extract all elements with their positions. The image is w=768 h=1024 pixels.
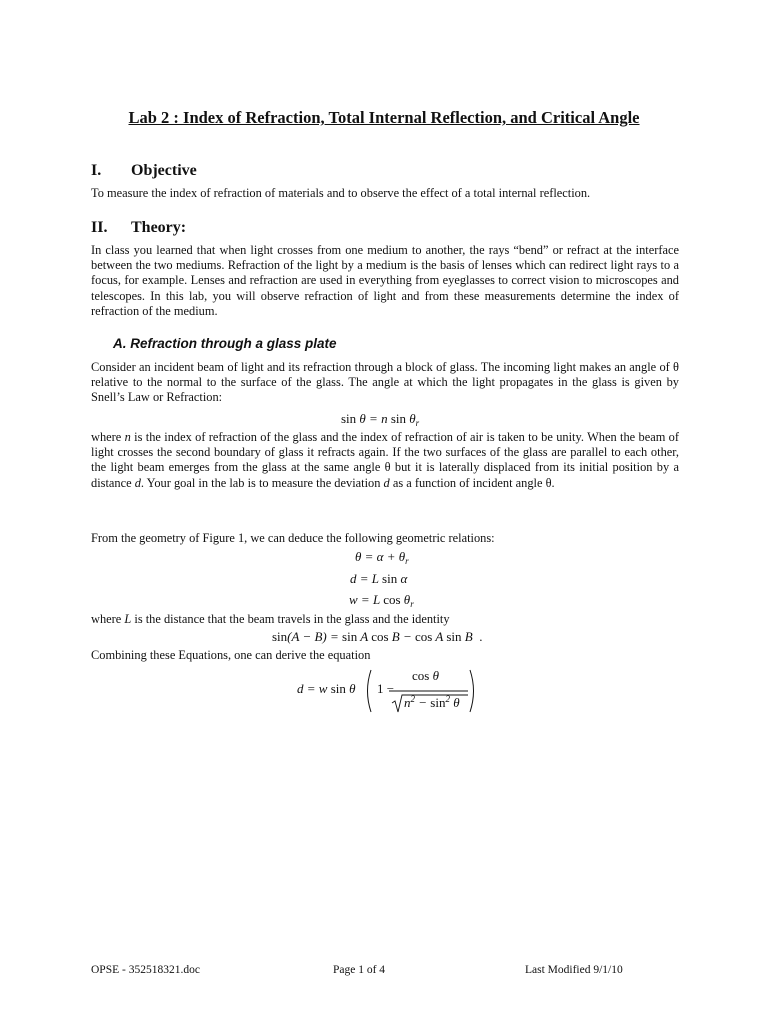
relation-d-equation: d = L sin α [350,571,408,586]
footer-page-number: Page 1 of 4 [333,964,386,976]
section-theory-title: Theory: [131,219,187,236]
derived-displacement-equation: d = w sin θ 1 − cos θ $n^2 - \sin^2 \theta$ [297,665,487,715]
subsection-a-para3: From the geometry of Figure 1, we can deduce the following geometric relations: [91,531,495,545]
relation-theta-equation: $\theta = \alpha + \theta_r$ [355,549,409,566]
subsection-a-para4: where L is the distance that the beam travels in the glass and the identity [91,612,450,626]
section-objective-number: I. [91,162,102,179]
theory-text: In class you learned that when light crosses from one medium to another, the rays “bend” or refract at the interface between the two mediums. Refraction of the light by a medium is the basis of lenses which can redirect light rays to a focus, for example. Lenses and refraction are used in everything from eyeglasses to correct vision to microscopes and telescopes. In this lab, you will observe refraction of light and from these measurements determine the index of refraction of the medium. [91,243,679,318]
snells-law-equation: sin θ = n $\sin \theta_r$ [341,411,420,428]
section-objective-title: Objective [131,162,197,179]
subsection-a-para2: where n is the index of refraction of the glass and the index of refraction of air is taken to be unity. When the beam of light crosses the second boundary of glass it refracts again. If the two surfaces of the glass are parallel to each other, the light beam emerges from the glass at the same angle θ but it is laterally displaced from its initial position by a distance d. Your goal in the lab is to measure the deviation d as a function of incident angle θ. [91,430,679,490]
subsection-a-para1: Consider an incident beam of light and its refraction through a block of glass. The incoming light makes an angle of θ relative to the normal to the surface of the glass. The angle at which the light propagates in the glass is given by Snell’s Law or Refraction: [91,360,679,405]
footer-last-modified: Last Modified 9/1/10 [525,964,623,976]
subsection-a-title: A. Refraction through a glass plate [113,336,337,351]
section-theory-number: II. [91,219,108,236]
subsection-a-para5: Combining these Equations, one can derive the equation [91,648,371,662]
footer-filename: OPSE - 352518321.doc [91,964,200,976]
trig-identity-equation: sin(A − B) = sin A cos B − cos A sin B . [272,629,483,644]
relation-w-equation: w = L $\cos \theta_r$ [349,592,414,609]
page-title: Lab 2 : Index of Refraction, Total Internal Reflection, and Critical Angle [128,108,640,127]
objective-text: To measure the index of refraction of materials and to observe the effect of a total internal reflection. [91,186,591,200]
